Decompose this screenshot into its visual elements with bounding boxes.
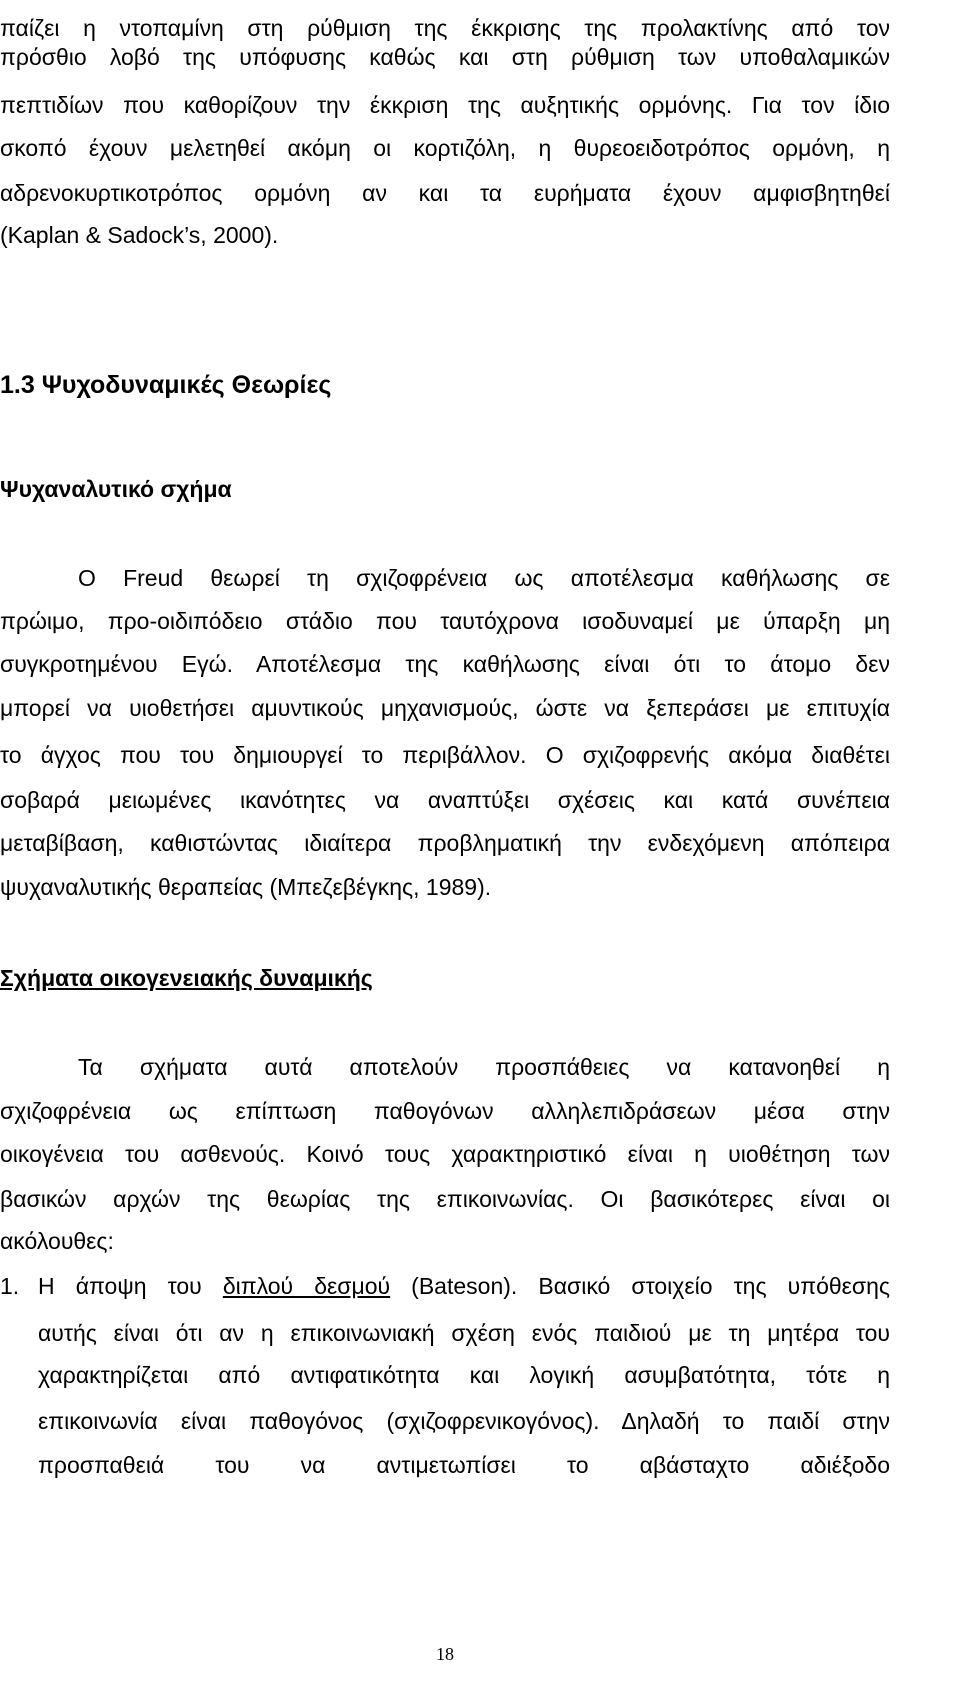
text-line: παίζει η ντοπαμίνη στη ρύθμιση της έκκρισης της προλακτίνης από τον	[0, 15, 890, 41]
text-line: αυτής είναι ότι αν η επικοινωνιακή σχέση ενός παιδιού με τη μητέρα του	[38, 1320, 890, 1346]
text-line: σοβαρά μειωμένες ικανότητες να αναπτύξει σχέσεις και κατά συνέπεια	[0, 787, 890, 813]
text-line: επικοινωνία είναι παθογόνος (σχιζοφρενικογόνος). Δηλαδή το παιδί στην	[38, 1408, 890, 1434]
page-number: 18	[436, 1644, 454, 1664]
text-line: μεταβίβαση, καθιστώντας ιδιαίτερα προβληματική την ενδεχόμενη απόπειρα	[0, 830, 890, 856]
text-line: ψυχαναλυτικής θεραπείας (Μπεζεβέγκης, 1989).	[0, 874, 492, 900]
text-fragment: Η άποψη του	[38, 1273, 223, 1299]
text-line: προσπαθειά του να αντιμετωπίσει το αβάσταχτο αδιέξοδο	[38, 1452, 890, 1478]
text-line: (Kaplan & Sadock’s, 2000).	[0, 222, 279, 248]
double-bind-term: διπλού δεσμού	[222, 1273, 391, 1299]
text-line: συγκροτημένου Εγώ. Αποτέλεσμα της καθήλωσης είναι ότι το άτομο δεν	[0, 651, 890, 677]
text-line: ακόλουθες:	[0, 1228, 114, 1254]
text-line: πρώιμο, προ-οιδιπόδειο στάδιο που ταυτόχρονα ισοδυναμεί με ύπαρξη μη	[0, 608, 890, 634]
text-line: Τα σχήματα αυτά αποτελούν προσπάθειες να κατανοηθεί η	[78, 1054, 890, 1080]
list-number: 1.	[0, 1273, 20, 1299]
text-line: πρόσθιο λοβό της υπόφυσης καθώς και στη ρύθμιση των υποθαλαμικών	[0, 44, 890, 70]
text-line	[38, 1271, 890, 1301]
text-line: αδρενοκυρτικοτρόπος ορμόνη αν και τα ευρήματα έχουν αμφισβητηθεί	[0, 180, 890, 206]
text-line: μπορεί να υιοθετήσει αμυντικούς μηχανισμούς, ώστε να ξεπεράσει με επιτυχία	[0, 695, 890, 721]
text-line: σκοπό έχουν μελετηθεί ακόμη οι κορτιζόλη, η θυρεοειδοτρόπος ορμόνη, η	[0, 135, 890, 161]
subsection-heading-psychoanalytic: Ψυχαναλυτικό σχήμα	[0, 476, 232, 502]
text-line: σχιζοφρένεια ως επίπτωση παθογόνων αλληλεπιδράσεων μέσα στην	[0, 1098, 890, 1124]
section-heading: 1.3 Ψυχοδυναμικές Θεωρίες	[0, 371, 332, 399]
text-line: πεπτιδίων που καθορίζουν την έκκριση της αυξητικής ορμόνης. Για τον ίδιο	[0, 92, 890, 118]
text-line: Ο Freud θεωρεί τη σχιζοφρένεια ως αποτέλεσμα καθήλωσης σε	[78, 565, 890, 591]
text-line: χαρακτηρίζεται από αντιφατικότητα και λογική ασυμβατότητα, τότε η	[38, 1362, 890, 1388]
text-line: βασικών αρχών της θεωρίας της επικοινωνίας. Οι βασικότερες είναι οι	[0, 1186, 890, 1212]
text-line: το άγχος που του δημιουργεί το περιβάλλον. Ο σχιζοφρενής ακόμα διαθέτει	[0, 742, 890, 768]
subsection-heading-family: Σχήματα οικογενειακής δυναμικής	[0, 965, 373, 991]
text-fragment: (Bateson). Βασικό στοιχείο της υπόθεσης	[390, 1273, 890, 1299]
text-line: οικογένεια του ασθενούς. Κοινό τους χαρακτηριστικό είναι η υιοθέτηση των	[0, 1141, 890, 1167]
